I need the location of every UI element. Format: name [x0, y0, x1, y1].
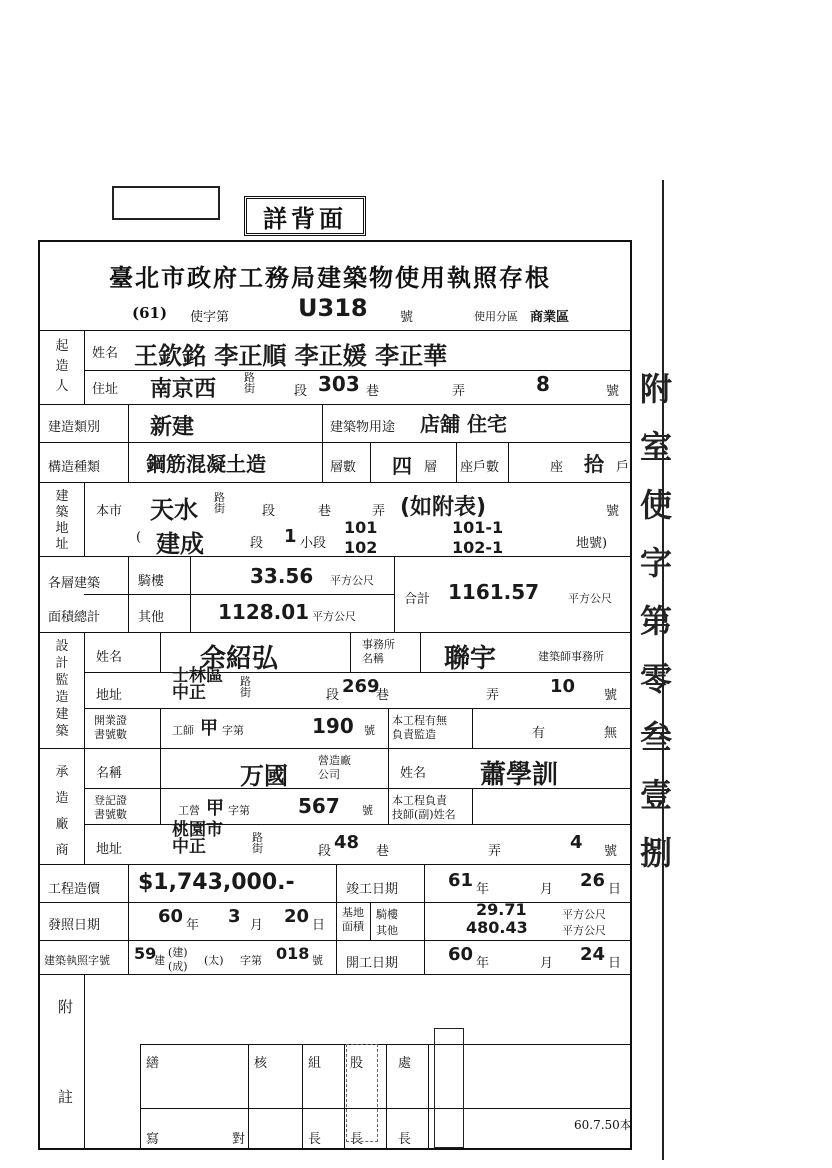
site-lot-b: 102 [344, 538, 378, 557]
applicant-lane: 303 [318, 372, 360, 396]
area-other-label: 其他 [138, 610, 165, 625]
start-day: 24 [580, 944, 606, 965]
start-day-suffix: 日 [608, 956, 622, 971]
contractor-reg-prefix: 工營 [178, 804, 200, 817]
applicant-road-suffix: 路 街 [244, 371, 255, 395]
permit-option-c: (太) [204, 954, 224, 967]
applicant-road: 南京西 [150, 377, 217, 402]
structure-type-value: 鋼筋混凝土造 [146, 452, 266, 476]
applicant-section-label-3: 人 [55, 379, 69, 394]
units-block-suffix: 座 [550, 460, 564, 475]
site-lot-d: 102-1 [452, 538, 504, 557]
contractor-section-label-4: 商 [55, 843, 69, 858]
complete-year-suffix: 年 [476, 882, 490, 897]
architect-section-suffix: 段 [326, 688, 340, 703]
contractor-section-label-3: 廠 [55, 817, 69, 832]
permit-label: 建築執照字號 [44, 954, 110, 967]
contractor-reg-suffix: 號 [362, 804, 373, 817]
floors-label: 層數 [330, 460, 357, 475]
units-household-suffix: 戶 [616, 460, 630, 475]
architect-section-label-6: 築 [55, 724, 69, 739]
zone-label: 使用分區 [474, 310, 518, 323]
contractor-person-label: 姓名 [400, 766, 427, 781]
site-section-label-4: 址 [55, 537, 69, 552]
contractor-section-label-1: 承 [55, 765, 69, 780]
page-edge [662, 180, 664, 1160]
area-total-label: 合計 [404, 592, 431, 607]
notes-zhu-label: 註 [58, 1088, 74, 1106]
architect-license-mid: 字第 [222, 724, 244, 737]
architect-alley-suffix: 弄 [486, 688, 500, 703]
architect-number-suffix: 號 [604, 688, 618, 703]
issue-year: 60 [158, 906, 184, 927]
complete-month-suffix: 月 [540, 882, 554, 897]
architect-section-label-4: 造 [55, 690, 69, 705]
base-arcade-value: 29.71 [476, 900, 527, 919]
contractor-lane: 48 [334, 832, 360, 853]
license-prefix: 使字第 [190, 310, 230, 325]
side-char-1: 附 [640, 370, 673, 408]
side-annotation [640, 360, 676, 882]
complete-year: 61 [448, 870, 474, 891]
architect-section-label-5: 建 [55, 707, 69, 722]
area-total-unit: 平方公尺 [568, 592, 612, 605]
contractor-name-suffix: 營造廠 公司 [318, 754, 351, 781]
contractor-number-suffix: 號 [604, 844, 618, 859]
base-arcade-unit: 平方公尺 [562, 908, 606, 921]
contractor-name-label: 名稱 [96, 766, 123, 781]
architect-license-grade: 甲 [200, 718, 218, 739]
permit-mid: 建 [154, 954, 165, 967]
start-year-suffix: 年 [476, 956, 490, 971]
side-char-8: 壹 [640, 776, 673, 814]
side-char-9: 捌 [640, 834, 673, 872]
area-arcade-label: 騎樓 [138, 574, 165, 589]
cost-value: $1,743,000.- [138, 870, 295, 895]
approval-label-a1: 繕 [146, 1056, 160, 1071]
site-alley-suffix: 弄 [372, 504, 386, 519]
complete-day: 26 [580, 870, 606, 891]
approval-label-b2: 對 [232, 1132, 246, 1147]
permit-option-b: (成) [168, 960, 188, 973]
applicant-number-suffix: 號 [606, 384, 620, 399]
base-other-label: 其他 [376, 924, 398, 937]
side-char-5: 第 [640, 602, 673, 640]
applicant-section-label-1: 起 [55, 339, 69, 354]
license-number: U318 [298, 294, 368, 322]
issue-date-label: 發照日期 [48, 918, 101, 933]
contractor-reg-label: 登記證 書號數 [94, 794, 127, 821]
area-label-a: 各層建築 [48, 576, 101, 591]
site-lot-c: 101-1 [452, 518, 504, 537]
contractor-address-label: 地址 [96, 842, 123, 857]
site-section-suffix: 段 [262, 504, 276, 519]
cost-label: 工程造價 [48, 882, 101, 897]
site-section-label-1: 建 [55, 489, 69, 504]
side-char-7: 叁 [640, 718, 673, 756]
seal-stamp-faint [346, 1044, 378, 1142]
architect-section-label-3: 監 [55, 673, 69, 688]
approval-label-a3: 組 [308, 1056, 322, 1071]
structure-type-label: 構造種類 [48, 460, 101, 475]
area-other-unit: 平方公尺 [312, 610, 356, 623]
license-number-suffix: 號 [400, 310, 414, 325]
applicant-section-suffix: 段 [294, 384, 308, 399]
architect-supervise-label: 本工程有無 負責監造 [392, 714, 447, 741]
applicant-section-label-2: 造 [55, 359, 69, 374]
detail-back-stamp: 詳背面 [244, 196, 366, 236]
applicant-address-label: 住址 [92, 382, 119, 397]
permit-year: 59 [134, 944, 157, 963]
architect-name-value: 余紹弘 [200, 644, 279, 674]
architect-license-label: 開業證 書號數 [94, 714, 127, 741]
area-other-value: 1128.01 [218, 600, 310, 624]
units-label: 座戶數 [460, 460, 500, 475]
issue-day-suffix: 日 [312, 918, 326, 933]
applicant-names: 王欽銘 李正順 李正媛 李正華 [134, 342, 448, 370]
contractor-name-value: 万國 [240, 762, 288, 790]
notes-fu-label: 附 [58, 998, 74, 1016]
units-value: 拾 [584, 452, 604, 476]
permit-number-suffix: 號 [312, 954, 323, 967]
site-district: 建成 [156, 530, 204, 558]
side-char-4: 字 [640, 544, 673, 582]
architect-section-label-1: 設 [55, 639, 69, 654]
contractor-reg-number: 567 [298, 794, 340, 818]
architect-address-label: 地址 [96, 688, 123, 703]
applicant-name-label: 姓名 [92, 346, 119, 361]
area-total-value: 1161.57 [448, 580, 540, 604]
floors-value: 四 [392, 454, 412, 478]
architect-district: 士林區 中正 [172, 666, 223, 703]
form-title: 臺北市政府工務局建築物使用執照存根 [109, 263, 551, 292]
site-road: 天水 [150, 496, 198, 524]
contractor-district: 桃園市 中正 [172, 820, 223, 857]
site-lane-suffix: 巷 [318, 504, 332, 519]
permit-number-prefix: 字第 [240, 954, 262, 967]
site-section-label-2: 築 [55, 505, 69, 520]
base-area-label: 基地 面積 [342, 906, 364, 933]
area-arcade-value: 33.56 [250, 564, 314, 588]
architect-license-prefix: 工師 [172, 724, 194, 737]
architect-office-value: 聯宇 [444, 644, 497, 674]
seal-stamp [434, 1028, 464, 1148]
side-char-3: 使 [640, 486, 673, 524]
approval-label-b5: 長 [398, 1132, 412, 1147]
base-arcade-label: 騎樓 [376, 908, 398, 921]
contractor-alley-suffix: 弄 [488, 844, 502, 859]
start-date-label: 開工日期 [346, 956, 399, 971]
site-district-suffix: 段 [250, 536, 264, 551]
architect-supervise-has: 有 [532, 726, 546, 741]
issue-year-suffix: 年 [186, 918, 200, 933]
license-year: (61) [132, 304, 168, 322]
small-stamp [112, 186, 220, 220]
contractor-section-label-2: 造 [55, 791, 69, 806]
architect-section-label-2: 計 [55, 656, 69, 671]
complete-date-label: 竣工日期 [346, 882, 399, 897]
architect-license-suffix: 號 [364, 724, 375, 737]
architect-supervise-none: 無 [604, 726, 618, 741]
approval-label-a5: 處 [398, 1056, 412, 1071]
site-lot-a: 101 [344, 518, 378, 537]
start-month-suffix: 月 [540, 956, 554, 971]
contractor-number: 4 [570, 832, 583, 853]
site-number-suffix: 號 [606, 504, 620, 519]
side-char-2: 室 [640, 428, 673, 466]
architect-lane-suffix: 巷 [376, 688, 390, 703]
applicant-lane-suffix: 巷 [366, 384, 380, 399]
architect-number: 10 [550, 676, 576, 697]
contractor-reg-mid: 字第 [228, 804, 250, 817]
building-use-label: 建築物用途 [330, 420, 396, 435]
contractor-section-suffix: 段 [318, 844, 332, 859]
approval-label-b1: 寫 [146, 1132, 160, 1147]
contractor-reg-grade: 甲 [206, 798, 224, 819]
architect-office-suffix: 建築師事務所 [538, 650, 604, 663]
building-use-value: 店舖 住宅 [420, 412, 507, 436]
complete-day-suffix: 日 [608, 882, 622, 897]
issue-day: 20 [284, 906, 310, 927]
site-subsection-value: 1 [284, 526, 297, 547]
permit-option-a: (建) [168, 946, 188, 959]
approval-label-a4: 股 [350, 1056, 364, 1071]
site-lot-suffix: 地號) [576, 536, 608, 551]
contractor-road-suffix: 路 街 [252, 831, 263, 855]
site-subsection-suffix: 小段 [300, 536, 327, 551]
start-year: 60 [448, 944, 474, 965]
construction-type-label: 建造類別 [48, 420, 101, 435]
architect-name-label: 姓名 [96, 650, 123, 665]
applicant-number: 8 [536, 372, 550, 396]
contractor-tech-label: 本工程負責 技師(副)姓名 [392, 794, 456, 821]
base-other-value: 480.43 [466, 918, 528, 937]
architect-license-number: 190 [312, 714, 354, 738]
applicant-alley-suffix: 弄 [452, 384, 466, 399]
zone-value: 商業區 [530, 310, 570, 325]
approval-label-a2: 核 [254, 1056, 268, 1071]
architect-lane: 269 [342, 676, 380, 697]
issue-month: 3 [228, 906, 241, 927]
floors-suffix: 層 [424, 460, 438, 475]
site-section-label-3: 地 [55, 521, 69, 536]
contractor-lane-suffix: 巷 [376, 844, 390, 859]
permit-number: 018 [276, 944, 310, 963]
area-arcade-unit: 平方公尺 [330, 574, 374, 587]
area-label-b: 面積總計 [48, 610, 101, 625]
site-road-suffix: 路 街 [214, 491, 225, 515]
approval-label-b3: 長 [308, 1132, 322, 1147]
contractor-person-value: 蕭學訓 [480, 760, 559, 790]
side-char-6: 零 [640, 660, 673, 698]
issue-month-suffix: 月 [250, 918, 264, 933]
site-number-value: (如附表) [400, 495, 487, 520]
base-other-unit: 平方公尺 [562, 924, 606, 937]
form-print-code: 60.7.50本 [574, 1118, 632, 1132]
construction-type-value: 新建 [150, 415, 195, 440]
approval-label-b4: 長 [350, 1132, 364, 1147]
architect-road-suffix: 路 街 [240, 675, 251, 699]
site-city: 本市 [96, 504, 123, 519]
architect-office-label: 事務所 名稱 [362, 638, 395, 665]
